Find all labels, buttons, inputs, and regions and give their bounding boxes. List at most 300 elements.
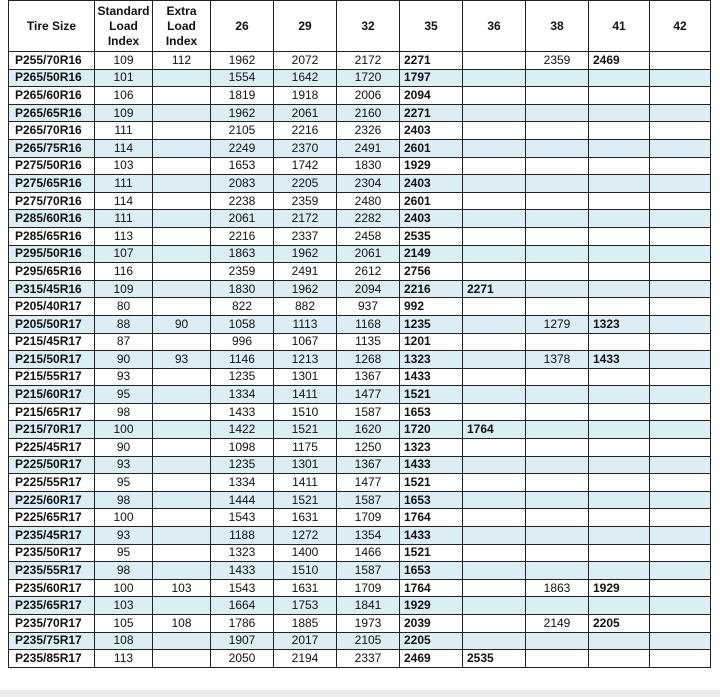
cell-psi-42 <box>650 139 711 157</box>
cell-psi-26: 1664 <box>211 597 274 615</box>
cell-psi-38 <box>526 491 589 509</box>
cell-psi-35: 1521 <box>400 544 463 562</box>
bottom-scroll-area <box>0 690 720 697</box>
cell-psi-26: 1786 <box>211 615 274 633</box>
cell-standard-load-index: 107 <box>95 245 153 263</box>
table-row <box>9 562 711 580</box>
cell-extra-load-index <box>153 104 211 122</box>
cell-psi-26: 1962 <box>211 52 274 70</box>
cell-standard-load-index: 93 <box>95 368 153 386</box>
table-row <box>9 421 711 439</box>
table-row <box>9 368 711 386</box>
cell-psi-26: 1863 <box>211 245 274 263</box>
cell-psi-38 <box>526 227 589 245</box>
cell-psi-41 <box>589 104 650 122</box>
cell-psi-38 <box>526 139 589 157</box>
cell-psi-38 <box>526 509 589 527</box>
cell-psi-26: 1962 <box>211 104 274 122</box>
table-row <box>9 474 711 492</box>
cell-extra-load-index <box>153 439 211 457</box>
cell-psi-41 <box>589 333 650 351</box>
cell-psi-41: 1433 <box>589 351 650 369</box>
table-row <box>9 333 711 351</box>
cell-psi-36: 1764 <box>463 421 526 439</box>
cell-psi-29: 1113 <box>274 315 337 333</box>
cell-psi-41 <box>589 562 650 580</box>
cell-psi-36 <box>463 615 526 633</box>
cell-psi-42 <box>650 210 711 228</box>
cell-standard-load-index: 109 <box>95 104 153 122</box>
cell-tire-size: P295/65R16 <box>9 263 95 281</box>
cell-standard-load-index: 87 <box>95 333 153 351</box>
cell-psi-42 <box>650 527 711 545</box>
cell-psi-32: 2326 <box>337 122 400 140</box>
table-row <box>9 544 711 562</box>
cell-psi-35: 1720 <box>400 421 463 439</box>
cell-psi-41 <box>589 245 650 263</box>
cell-psi-29: 1962 <box>274 280 337 298</box>
cell-standard-load-index: 113 <box>95 227 153 245</box>
cell-psi-32: 2337 <box>337 650 400 668</box>
cell-psi-36 <box>463 509 526 527</box>
cell-tire-size: P235/75R17 <box>9 632 95 650</box>
cell-standard-load-index: 100 <box>95 421 153 439</box>
cell-psi-38 <box>526 157 589 175</box>
cell-psi-36 <box>463 69 526 87</box>
cell-psi-38 <box>526 597 589 615</box>
cell-psi-38 <box>526 87 589 105</box>
cell-psi-26: 1543 <box>211 509 274 527</box>
cell-psi-41 <box>589 509 650 527</box>
cell-extra-load-index: 90 <box>153 315 211 333</box>
cell-extra-load-index <box>153 650 211 668</box>
cell-psi-36 <box>463 527 526 545</box>
cell-psi-32: 2094 <box>337 280 400 298</box>
header-psi-36: 36 <box>463 1 526 52</box>
cell-tire-size: P235/60R17 <box>9 579 95 597</box>
cell-psi-35: 1929 <box>400 157 463 175</box>
header-standard-load-index: Standard Load Index <box>95 1 153 52</box>
cell-psi-26: 2083 <box>211 175 274 193</box>
cell-psi-32: 937 <box>337 298 400 316</box>
cell-psi-35: 2149 <box>400 245 463 263</box>
cell-psi-26: 1433 <box>211 562 274 580</box>
table-row <box>9 122 711 140</box>
table-row <box>9 192 711 210</box>
cell-psi-42 <box>650 280 711 298</box>
cell-psi-41 <box>589 456 650 474</box>
table-row <box>9 579 711 597</box>
cell-psi-36 <box>463 562 526 580</box>
cell-psi-42 <box>650 386 711 404</box>
cell-psi-36 <box>463 544 526 562</box>
cell-psi-42 <box>650 474 711 492</box>
cell-psi-29: 2216 <box>274 122 337 140</box>
cell-extra-load-index <box>153 386 211 404</box>
cell-psi-38 <box>526 439 589 457</box>
cell-extra-load-index <box>153 333 211 351</box>
cell-psi-29: 2205 <box>274 175 337 193</box>
cell-psi-42 <box>650 175 711 193</box>
cell-tire-size: P215/55R17 <box>9 368 95 386</box>
cell-psi-38 <box>526 474 589 492</box>
cell-psi-42 <box>650 439 711 457</box>
cell-psi-42 <box>650 562 711 580</box>
cell-psi-42 <box>650 403 711 421</box>
cell-psi-32: 2491 <box>337 139 400 157</box>
cell-tire-size: P235/65R17 <box>9 597 95 615</box>
cell-psi-38: 1378 <box>526 351 589 369</box>
header-row <box>9 1 711 52</box>
cell-psi-41 <box>589 192 650 210</box>
cell-psi-41 <box>589 280 650 298</box>
cell-psi-29: 1521 <box>274 421 337 439</box>
cell-psi-42 <box>650 368 711 386</box>
cell-psi-42 <box>650 650 711 668</box>
cell-psi-32: 1268 <box>337 351 400 369</box>
cell-extra-load-index: 108 <box>153 615 211 633</box>
cell-extra-load-index <box>153 368 211 386</box>
cell-psi-36 <box>463 298 526 316</box>
cell-psi-38 <box>526 650 589 668</box>
cell-psi-29: 2491 <box>274 263 337 281</box>
cell-psi-26: 1235 <box>211 456 274 474</box>
cell-standard-load-index: 105 <box>95 615 153 633</box>
cell-psi-32: 2458 <box>337 227 400 245</box>
cell-psi-36 <box>463 87 526 105</box>
cell-psi-36 <box>463 245 526 263</box>
cell-standard-load-index: 100 <box>95 579 153 597</box>
cell-psi-38 <box>526 69 589 87</box>
cell-psi-29: 1067 <box>274 333 337 351</box>
cell-psi-41 <box>589 403 650 421</box>
cell-psi-29: 1411 <box>274 386 337 404</box>
cell-extra-load-index: 112 <box>153 52 211 70</box>
cell-psi-36 <box>463 632 526 650</box>
cell-psi-35: 2756 <box>400 263 463 281</box>
table-row <box>9 87 711 105</box>
cell-extra-load-index <box>153 139 211 157</box>
cell-psi-36 <box>463 333 526 351</box>
cell-psi-36 <box>463 439 526 457</box>
cell-psi-32: 2160 <box>337 104 400 122</box>
cell-extra-load-index <box>153 456 211 474</box>
cell-psi-32: 2061 <box>337 245 400 263</box>
table-row <box>9 597 711 615</box>
cell-psi-26: 1422 <box>211 421 274 439</box>
cell-tire-size: P215/50R17 <box>9 351 95 369</box>
cell-extra-load-index <box>153 491 211 509</box>
cell-psi-38 <box>526 368 589 386</box>
cell-standard-load-index: 98 <box>95 491 153 509</box>
cell-psi-32: 2006 <box>337 87 400 105</box>
table-row <box>9 527 711 545</box>
cell-tire-size: P265/75R16 <box>9 139 95 157</box>
cell-psi-32: 2480 <box>337 192 400 210</box>
cell-extra-load-index <box>153 562 211 580</box>
cell-standard-load-index: 109 <box>95 52 153 70</box>
cell-psi-41 <box>589 474 650 492</box>
cell-tire-size: P235/85R17 <box>9 650 95 668</box>
cell-tire-size: P225/55R17 <box>9 474 95 492</box>
table-row <box>9 139 711 157</box>
header-psi-41: 41 <box>589 1 650 52</box>
cell-psi-35: 1653 <box>400 562 463 580</box>
cell-psi-36 <box>463 474 526 492</box>
cell-psi-35: 2403 <box>400 122 463 140</box>
cell-extra-load-index <box>153 227 211 245</box>
cell-tire-size: P235/45R17 <box>9 527 95 545</box>
cell-psi-35: 1764 <box>400 579 463 597</box>
cell-psi-41 <box>589 368 650 386</box>
cell-psi-26: 1235 <box>211 368 274 386</box>
cell-psi-29: 2359 <box>274 192 337 210</box>
table-row <box>9 175 711 193</box>
cell-psi-36 <box>463 139 526 157</box>
cell-extra-load-index <box>153 474 211 492</box>
cell-psi-38 <box>526 333 589 351</box>
cell-standard-load-index: 90 <box>95 439 153 457</box>
cell-psi-29: 1175 <box>274 439 337 457</box>
cell-tire-size: P285/65R16 <box>9 227 95 245</box>
cell-tire-size: P215/60R17 <box>9 386 95 404</box>
cell-psi-26: 1543 <box>211 579 274 597</box>
cell-extra-load-index <box>153 69 211 87</box>
cell-extra-load-index <box>153 403 211 421</box>
cell-psi-42 <box>650 122 711 140</box>
cell-psi-29: 1301 <box>274 456 337 474</box>
cell-psi-32: 1620 <box>337 421 400 439</box>
cell-psi-26: 2216 <box>211 227 274 245</box>
cell-psi-35: 1433 <box>400 368 463 386</box>
cell-psi-42 <box>650 632 711 650</box>
table-row <box>9 491 711 509</box>
cell-psi-32: 1587 <box>337 562 400 580</box>
header-psi-35: 35 <box>400 1 463 52</box>
cell-psi-41 <box>589 298 650 316</box>
cell-standard-load-index: 100 <box>95 509 153 527</box>
cell-tire-size: P215/45R17 <box>9 333 95 351</box>
cell-psi-29: 1885 <box>274 615 337 633</box>
cell-psi-41 <box>589 210 650 228</box>
cell-tire-size: P295/50R16 <box>9 245 95 263</box>
table-row <box>9 157 711 175</box>
cell-psi-35: 2403 <box>400 210 463 228</box>
cell-tire-size: P235/70R17 <box>9 615 95 633</box>
cell-psi-41 <box>589 632 650 650</box>
cell-psi-42 <box>650 456 711 474</box>
table-row <box>9 245 711 263</box>
cell-psi-42 <box>650 298 711 316</box>
cell-standard-load-index: 88 <box>95 315 153 333</box>
cell-psi-38 <box>526 403 589 421</box>
cell-psi-36 <box>463 157 526 175</box>
cell-psi-26: 1098 <box>211 439 274 457</box>
cell-extra-load-index <box>153 527 211 545</box>
cell-psi-35: 1521 <box>400 474 463 492</box>
cell-psi-32: 2304 <box>337 175 400 193</box>
cell-standard-load-index: 111 <box>95 210 153 228</box>
cell-psi-29: 1521 <box>274 491 337 509</box>
cell-tire-size: P275/65R16 <box>9 175 95 193</box>
cell-standard-load-index: 111 <box>95 122 153 140</box>
cell-psi-32: 2172 <box>337 52 400 70</box>
cell-psi-36: 2271 <box>463 280 526 298</box>
header-extra-load-index: Extra Load Index <box>153 1 211 52</box>
cell-psi-42 <box>650 597 711 615</box>
cell-psi-35: 2601 <box>400 192 463 210</box>
cell-psi-35: 1433 <box>400 456 463 474</box>
cell-extra-load-index <box>153 544 211 562</box>
cell-psi-26: 1653 <box>211 157 274 175</box>
cell-psi-35: 2535 <box>400 227 463 245</box>
table-row <box>9 210 711 228</box>
cell-psi-26: 1188 <box>211 527 274 545</box>
cell-psi-35: 2601 <box>400 139 463 157</box>
cell-psi-32: 2282 <box>337 210 400 228</box>
cell-psi-42 <box>650 87 711 105</box>
cell-psi-42 <box>650 52 711 70</box>
cell-psi-36 <box>463 227 526 245</box>
cell-psi-42 <box>650 227 711 245</box>
cell-tire-size: P225/50R17 <box>9 456 95 474</box>
cell-extra-load-index <box>153 298 211 316</box>
cell-extra-load-index: 103 <box>153 579 211 597</box>
cell-psi-29: 1510 <box>274 562 337 580</box>
cell-psi-41 <box>589 544 650 562</box>
cell-tire-size: P225/45R17 <box>9 439 95 457</box>
cell-psi-26: 1334 <box>211 474 274 492</box>
cell-psi-42 <box>650 421 711 439</box>
cell-psi-26: 1323 <box>211 544 274 562</box>
cell-extra-load-index <box>153 210 211 228</box>
cell-psi-29: 1918 <box>274 87 337 105</box>
cell-psi-38 <box>526 192 589 210</box>
cell-psi-36 <box>463 597 526 615</box>
cell-psi-35: 1653 <box>400 491 463 509</box>
cell-psi-38 <box>526 386 589 404</box>
cell-extra-load-index: 93 <box>153 351 211 369</box>
cell-extra-load-index <box>153 87 211 105</box>
cell-standard-load-index: 106 <box>95 87 153 105</box>
cell-psi-35: 1433 <box>400 527 463 545</box>
cell-psi-36 <box>463 403 526 421</box>
cell-psi-35: 2216 <box>400 280 463 298</box>
cell-psi-41 <box>589 122 650 140</box>
cell-tire-size: P265/65R16 <box>9 104 95 122</box>
cell-psi-29: 1400 <box>274 544 337 562</box>
cell-tire-size: P265/60R16 <box>9 87 95 105</box>
header-psi-29: 29 <box>274 1 337 52</box>
cell-psi-36 <box>463 263 526 281</box>
cell-psi-32: 1973 <box>337 615 400 633</box>
cell-psi-41 <box>589 650 650 668</box>
table-row <box>9 52 711 70</box>
cell-psi-42 <box>650 351 711 369</box>
cell-psi-29: 1301 <box>274 368 337 386</box>
header-psi-32: 32 <box>337 1 400 52</box>
cell-psi-29: 1272 <box>274 527 337 545</box>
cell-psi-32: 1135 <box>337 333 400 351</box>
header-tire-size: Tire Size <box>9 1 95 52</box>
cell-psi-35: 1323 <box>400 351 463 369</box>
cell-psi-29: 2194 <box>274 650 337 668</box>
cell-psi-35: 992 <box>400 298 463 316</box>
cell-psi-35: 1764 <box>400 509 463 527</box>
cell-psi-38 <box>526 280 589 298</box>
cell-psi-26: 1819 <box>211 87 274 105</box>
cell-psi-32: 1250 <box>337 439 400 457</box>
cell-psi-36 <box>463 368 526 386</box>
cell-extra-load-index <box>153 192 211 210</box>
cell-standard-load-index: 98 <box>95 403 153 421</box>
cell-psi-26: 1444 <box>211 491 274 509</box>
cell-psi-36 <box>463 122 526 140</box>
table-row <box>9 227 711 245</box>
cell-psi-35: 2094 <box>400 87 463 105</box>
cell-psi-26: 1554 <box>211 69 274 87</box>
cell-psi-36 <box>463 175 526 193</box>
cell-extra-load-index <box>153 122 211 140</box>
cell-psi-35: 2271 <box>400 52 463 70</box>
cell-standard-load-index: 90 <box>95 351 153 369</box>
cell-psi-38 <box>526 562 589 580</box>
cell-psi-41 <box>589 87 650 105</box>
cell-extra-load-index <box>153 597 211 615</box>
cell-psi-35: 2403 <box>400 175 463 193</box>
cell-psi-35: 1235 <box>400 315 463 333</box>
cell-psi-32: 1466 <box>337 544 400 562</box>
cell-psi-26: 1146 <box>211 351 274 369</box>
cell-psi-26: 1907 <box>211 632 274 650</box>
table-row <box>9 386 711 404</box>
cell-psi-35: 2205 <box>400 632 463 650</box>
cell-psi-35: 1797 <box>400 69 463 87</box>
cell-tire-size: P225/65R17 <box>9 509 95 527</box>
cell-psi-32: 1709 <box>337 579 400 597</box>
cell-psi-29: 882 <box>274 298 337 316</box>
cell-extra-load-index <box>153 509 211 527</box>
cell-psi-32: 1720 <box>337 69 400 87</box>
cell-psi-38 <box>526 421 589 439</box>
cell-psi-32: 1477 <box>337 386 400 404</box>
cell-psi-42 <box>650 615 711 633</box>
cell-psi-36 <box>463 456 526 474</box>
cell-psi-41 <box>589 491 650 509</box>
cell-psi-41 <box>589 139 650 157</box>
tire-load-table <box>8 0 711 668</box>
cell-extra-load-index <box>153 175 211 193</box>
cell-extra-load-index <box>153 263 211 281</box>
cell-standard-load-index: 101 <box>95 69 153 87</box>
cell-psi-38 <box>526 456 589 474</box>
cell-psi-42 <box>650 333 711 351</box>
cell-psi-36: 2535 <box>463 650 526 668</box>
cell-standard-load-index: 108 <box>95 632 153 650</box>
cell-psi-38 <box>526 632 589 650</box>
cell-standard-load-index: 103 <box>95 597 153 615</box>
cell-psi-41 <box>589 69 650 87</box>
cell-psi-26: 1433 <box>211 403 274 421</box>
cell-psi-32: 1354 <box>337 527 400 545</box>
table-row <box>9 315 711 333</box>
cell-psi-42 <box>650 315 711 333</box>
cell-psi-38 <box>526 245 589 263</box>
cell-psi-38 <box>526 175 589 193</box>
cell-psi-26: 1058 <box>211 315 274 333</box>
header-psi-26: 26 <box>211 1 274 52</box>
cell-psi-29: 2370 <box>274 139 337 157</box>
